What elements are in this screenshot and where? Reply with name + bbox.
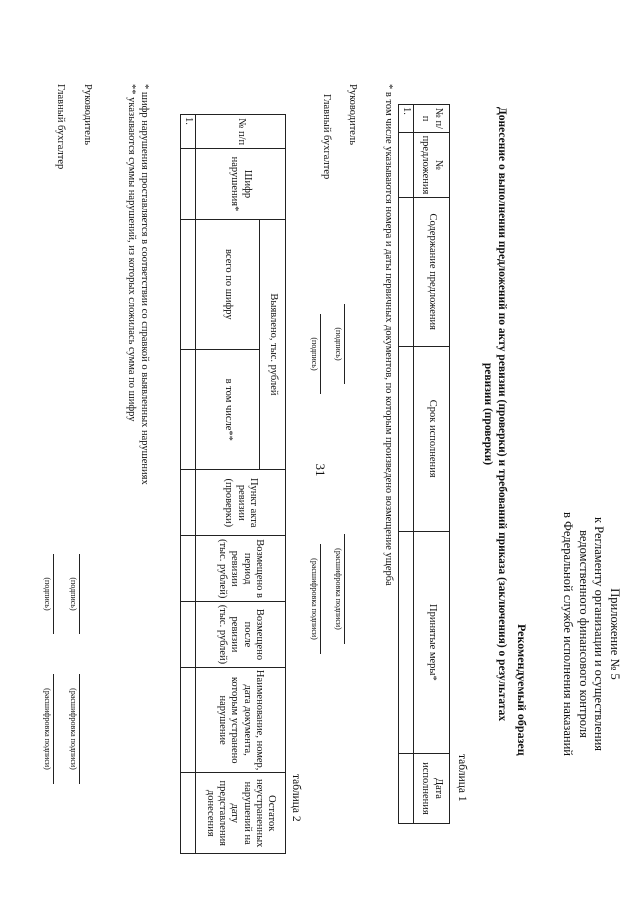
signature2-head-decode-line [79,674,80,784]
signature1-head-label: Руководитель [347,84,358,145]
table2-col-found-incl: в том числе** [196,350,260,470]
signature1-accountant-sign-caption: (подпись) [310,337,319,371]
signature1-accountant-label: Главный бухгалтер [321,94,332,180]
signature2-head-decode-caption: (расшифровка подписи) [69,688,78,770]
header-line-2: ведомственного финансового контроля [576,530,591,738]
table2-label: таблица 2 [290,774,302,822]
table1-col-date: Дата исполнения [414,753,450,823]
document-title [480,94,508,734]
table2-col-found-total: всего по шифру [196,219,260,350]
table2-row1-num: 1. [180,115,195,149]
table2-header-row-1 [260,115,286,854]
signature2-accountant-sign-line [53,554,54,634]
table2-col-num: № п/п [196,115,286,149]
page-number: 31 [313,463,328,477]
table1-header-row [414,105,450,824]
signature1-accountant-decode-line [320,544,321,654]
table-row [180,115,195,854]
header-line-1: к Регламенту организации и осуществления [592,516,607,752]
table2-col-document: Наименование, номер, дата документа, которым устранено нарушение [196,667,286,773]
table1-col-content: Содержание предложения [414,197,450,346]
signature2-accountant-decode-line [53,674,54,784]
table2-col-repaid-after: Возмещено после ревизии (тыс. рублей) [196,602,286,668]
signature2-accountant-sign-caption: (подпись) [43,577,52,611]
signature1-head-decode-caption: (расшифровка подписи) [334,548,343,630]
title-line-1: Донесение о выполнении предложений по акту ревизии (проверки) и требований приказа (заключения) о результатах [496,106,508,722]
table2-col-act-item: Пункт акта ревизии (проверки) [196,470,286,536]
signature2-accountant-decode-caption: (расшифровка подписи) [43,688,52,770]
table1-label: таблица 1 [456,754,468,802]
document-sheet [12,14,628,874]
table2-col-found: Выявлено, тыс. рублей [260,219,286,470]
signature2-accountant-label: Главный бухгалтер [55,84,66,170]
table2-footnote-2: ** указываются суммы нарушений, из которых сложилась сумма по шифру [126,84,137,422]
recommended-sample: Рекомендуемый образец [515,624,529,756]
signature1-head-sign-line [344,304,345,384]
signature1-accountant-decode-caption: (расшифровка подписи) [310,558,319,640]
header-block [560,414,623,854]
signature1-head-decode-line [344,534,345,644]
title-line-2: ревизии (проверки) [482,362,495,466]
table1-col-num: № п/п [414,105,450,133]
table1-col-proposal-num: № предложения [414,133,450,198]
signature2-head-sign-line [79,554,80,634]
table2-col-code: Шифр нарушения* [196,149,286,219]
table-2 [180,114,286,854]
signature1-accountant-sign-line [320,314,321,394]
signature2-head-sign-caption: (подпись) [69,577,78,611]
table1-col-deadline: Срок исполнения [414,346,450,531]
table2-col-remaining: Остаток неустраненных нарушений на дату представления донесения [196,773,286,854]
table1-footnote: * в том числе указываются номера и даты первичных документов, по которым произведено возмещение ущерба [383,84,394,586]
signature2-head-label: Руководитель [82,84,93,145]
table1-col-measures: Принятые меры* [414,531,450,753]
annex-number: Приложение № 5 [608,588,622,680]
table-row [398,105,413,824]
table1-row1-num: 1. [398,105,413,133]
header-line-3: в Федеральной службе исполнения наказаний [561,512,576,756]
signature1-head-sign-caption: (подпись) [334,327,343,361]
table2-footnote-1: * шифр нарушения проставляется в соответствии со справкой о выявленных нарушениях [139,84,150,485]
table2-col-repaid-during: Возмещено в период ревизии (тыс. рублей) [196,536,286,602]
table-1 [398,104,450,824]
